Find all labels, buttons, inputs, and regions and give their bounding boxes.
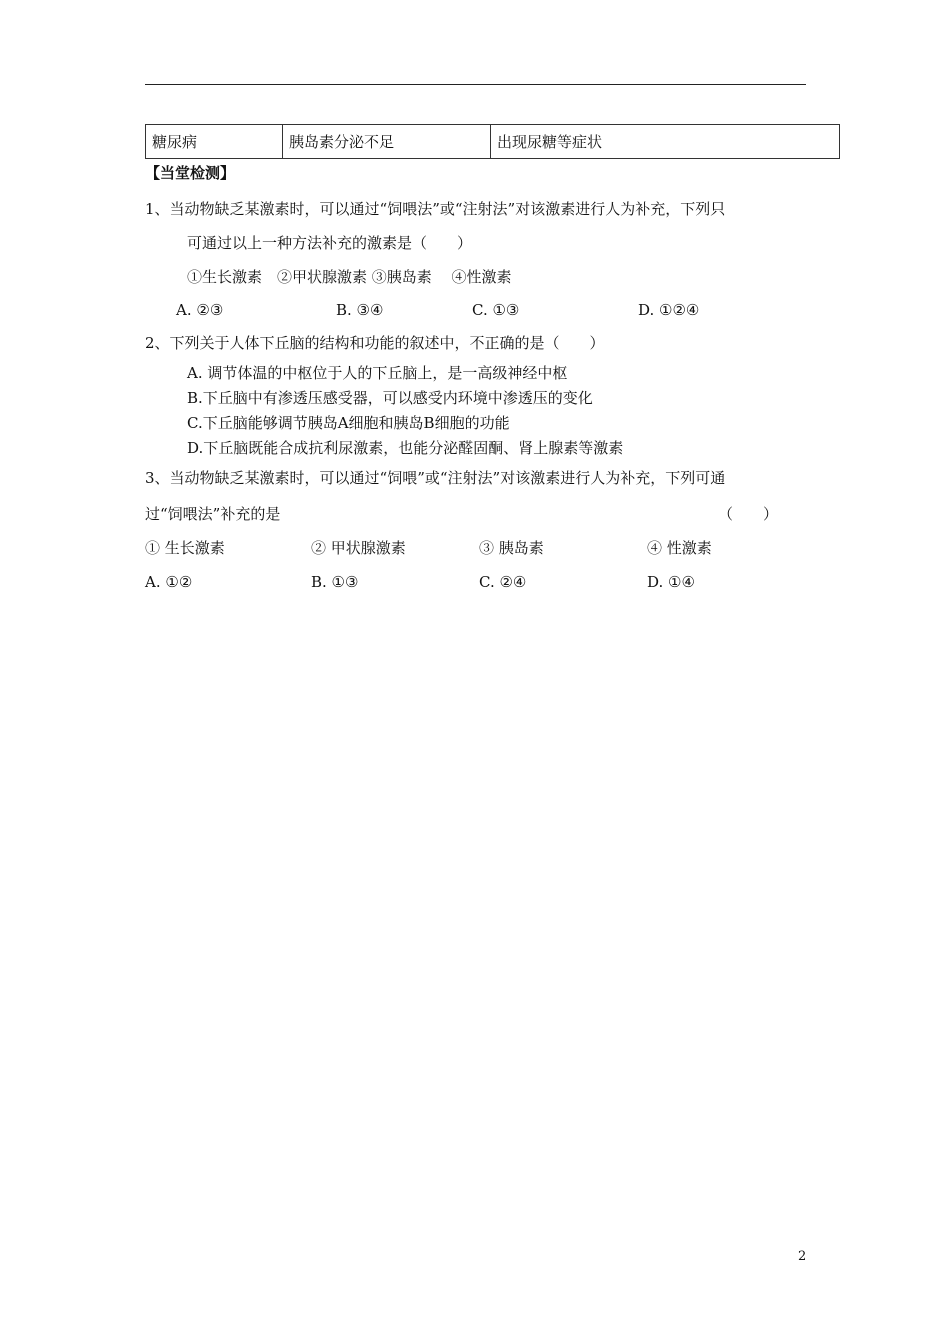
q1-items: ①生长激素 ②甲状腺激素 ③胰岛素 ④性激素 — [187, 268, 512, 286]
q3-answer-bracket: （ ） — [718, 505, 779, 523]
q1-option-b: B. ③④ — [336, 301, 384, 319]
q2-option-d: D.下丘脑既能合成抗利尿激素，也能分泌醛固酮、肾上腺素等激素 — [187, 439, 624, 457]
q1-stem-line2: 可通过以上一种方法补充的激素是（ ） — [187, 234, 473, 252]
q2-option-b: B.下丘脑中有渗透压感受器，可以感受内环境中渗透压的变化 — [187, 389, 593, 407]
q3-item-1: ① 生长激素 — [145, 539, 225, 557]
table-cell-symptom: 出现尿糖等症状 — [497, 133, 603, 151]
table-cell-cause: 胰岛素分泌不足 — [283, 125, 491, 158]
q3-option-a: A. ①② — [145, 573, 193, 591]
disease-table-row — [145, 124, 840, 159]
section-title: 【当堂检测】 — [145, 164, 236, 182]
q2-option-a: A. 调节体温的中枢位于人的下丘脑上，是一高级神经中枢 — [187, 364, 568, 382]
q3-stem-line2: 过“饲喂法”补充的是 — [145, 505, 281, 523]
q3-option-c: C. ②④ — [479, 573, 527, 591]
page-number: 2 — [798, 1249, 807, 1264]
q2-option-c: C.下丘脑能够调节胰岛A细胞和胰岛B细胞的功能 — [187, 414, 510, 432]
q3-item-4: ④ 性激素 — [647, 539, 712, 557]
q2-stem: 2、下列关于人体下丘脑的结构和功能的叙述中，不正确的是（ ） — [145, 334, 605, 352]
q3-item-2: ② 甲状腺激素 — [311, 539, 406, 557]
q1-option-a: A. ②③ — [176, 301, 224, 319]
header-rule — [145, 84, 806, 85]
q1-option-d: D. ①②④ — [638, 301, 700, 319]
table-cell-disease: 糖尿病 — [146, 125, 283, 158]
q3-stem-line1: 3、当动物缺乏某激素时，可以通过“饲喂”或“注射法”对该激素进行人为补充，下列可通 — [145, 469, 726, 487]
q1-stem-line1: 1、当动物缺乏某激素时，可以通过“饲喂法”或“注射法”对该激素进行人为补充，下列只 — [145, 200, 726, 218]
q3-item-3: ③ 胰岛素 — [479, 539, 544, 557]
q3-option-b: B. ①③ — [311, 573, 359, 591]
q3-option-d: D. ①④ — [647, 573, 695, 591]
q1-option-c: C. ①③ — [472, 301, 520, 319]
